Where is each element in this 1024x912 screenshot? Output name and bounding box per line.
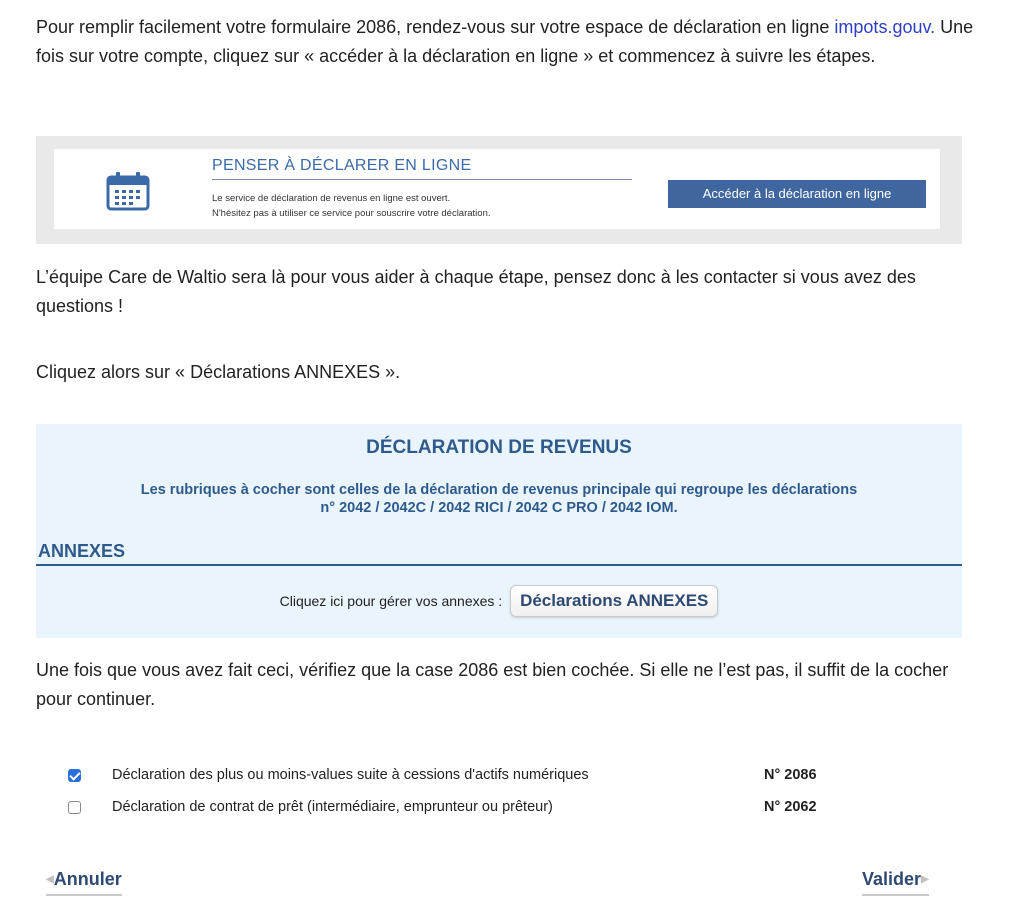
panel-description-line-2: n° 2042 / 2042C / 2042 RICI / 2042 C PRO / 2042 IOM. (320, 500, 678, 516)
intro-text-after: Une fois sur votre compte, cliquez sur « accéder à la déclaration en ligne » et commencez à suivre les étapes. (36, 17, 974, 66)
arrow-right-icon: ▶ (921, 874, 929, 885)
checklist-label: Déclaration des plus ou moins-values suite à cessions d'actifs numériques (112, 767, 589, 783)
checklist-label: Déclaration de contrat de prêt (intermédiaire, emprunteur ou prêteur) (112, 799, 553, 815)
cancel-label: Annuler (53, 869, 122, 889)
panel-title: DÉCLARATION DE REVENUS (366, 437, 632, 458)
click-annexes-paragraph: Cliquez alors sur « Déclarations ANNEXES ». (36, 362, 401, 382)
online-declaration-banner (36, 136, 962, 244)
access-online-declaration-button[interactable]: Accéder à la déclaration en ligne (668, 180, 926, 208)
arrow-left-icon: ◀ (46, 874, 54, 885)
impots-gouv-link[interactable]: impots.gouv. (834, 17, 936, 37)
cancel-button[interactable] (46, 869, 122, 896)
validate-button[interactable] (862, 869, 929, 896)
panel-description-line-1: Les rubriques à cocher sont celles de la déclaration de revenus principale qui regroupe les déclarations (140, 482, 858, 498)
banner-line-1: Le service de déclaration de revenus en ligne est ouvert. (212, 193, 451, 204)
care-paragraph: L’équipe Care de Waltio sera là pour vous aider à chaque étape, pensez donc à les contacter si vous avez des questions ! (36, 267, 916, 316)
check-paragraph: Une fois que vous avez fait ceci, vérifiez que la case 2086 est bien cochée. Si elle ne l’est pas, il suffit de la cocher pour continuer. (36, 660, 949, 709)
validate-label: Valider (862, 869, 922, 889)
panel-description (36, 481, 962, 517)
annexes-divider (36, 564, 962, 566)
banner-divider (212, 179, 632, 180)
intro-paragraph (36, 13, 976, 71)
checklist-number: N° 2062 (764, 799, 817, 815)
banner-title: PENSER À DÉCLARER EN LIGNE (212, 157, 472, 174)
calendar-icon (106, 171, 150, 211)
manage-annexes-row (36, 585, 962, 617)
checklist-number: N° 2086 (764, 767, 817, 783)
banner-line-2: N'hésitez pas à utiliser ce service pour souscrire votre déclaration. (212, 208, 491, 219)
annexes-heading: ANNEXES (38, 541, 126, 561)
checkbox-2062[interactable] (68, 801, 81, 814)
online-declaration-card (54, 149, 940, 229)
revenue-declaration-panel (36, 424, 962, 638)
checkbox-2086[interactable] (68, 769, 81, 782)
annexes-declarations-button[interactable]: Déclarations ANNEXES (510, 585, 718, 617)
manage-annexes-label: Cliquez ici pour gérer vos annexes : (279, 593, 503, 609)
intro-text: Pour remplir facilement votre formulaire 2086, rendez-vous sur votre espace de déclaration en ligne (36, 17, 835, 37)
